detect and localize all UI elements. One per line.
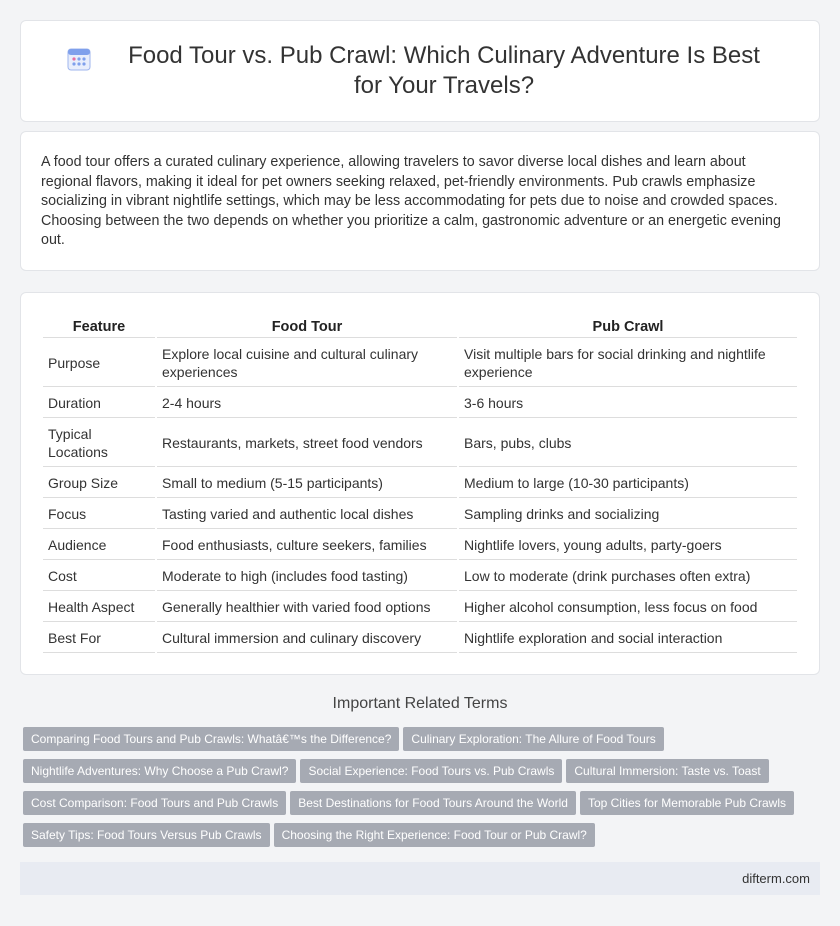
table-header-food-tour: Food Tour — [157, 315, 457, 338]
table-cell-pub-crawl: Nightlife lovers, young adults, party-goers — [459, 531, 797, 560]
comparison-table-card — [20, 292, 820, 675]
related-tag-link[interactable]: Cultural Immersion: Taste vs. Toast — [566, 759, 768, 783]
table-cell-pub-crawl: Visit multiple bars for social drinking and nightlife experience — [459, 340, 797, 387]
related-tag-link[interactable]: Social Experience: Food Tours vs. Pub Crawls — [300, 759, 562, 783]
related-tag-link[interactable]: Top Cities for Memorable Pub Crawls — [580, 791, 794, 815]
table-header-pub-crawl: Pub Crawl — [459, 315, 797, 338]
related-tag-link[interactable]: Cost Comparison: Food Tours and Pub Crawls — [23, 791, 286, 815]
title-card — [20, 20, 820, 122]
table-cell-pub-crawl: Bars, pubs, clubs — [459, 420, 797, 467]
table-cell-food-tour: Cultural immersion and culinary discovery — [157, 624, 457, 653]
footer-site-link[interactable]: difterm.com — [742, 871, 810, 886]
table-cell-feature: Best For — [43, 624, 155, 653]
table-cell-pub-crawl: Sampling drinks and socializing — [459, 500, 797, 529]
table-cell-feature: Focus — [43, 500, 155, 529]
related-tag-link[interactable]: Comparing Food Tours and Pub Crawls: Whatâ€™s the Difference? — [23, 727, 399, 751]
table-cell-food-tour: Tasting varied and authentic local dishes — [157, 500, 457, 529]
intro-card — [20, 131, 820, 271]
table-row — [43, 531, 797, 560]
table-cell-food-tour: 2-4 hours — [157, 389, 457, 418]
related-tag-link[interactable]: Nightlife Adventures: Why Choose a Pub Crawl? — [23, 759, 296, 783]
related-tag-link[interactable]: Safety Tips: Food Tours Versus Pub Crawls — [23, 823, 270, 847]
table-cell-feature: Group Size — [43, 469, 155, 498]
table-row — [43, 500, 797, 529]
page-title: Food Tour vs. Pub Crawl: Which Culinary Adventure Is Best for Your Travels? — [128, 42, 760, 99]
table-cell-pub-crawl: Nightlife exploration and social interaction — [459, 624, 797, 653]
table-cell-pub-crawl: Medium to large (10-30 participants) — [459, 469, 797, 498]
table-row — [43, 340, 797, 387]
table-cell-pub-crawl: Higher alcohol consumption, less focus on food — [459, 593, 797, 622]
table-row — [43, 624, 797, 653]
table-row — [43, 593, 797, 622]
intro-paragraph: A food tour offers a curated culinary experience, allowing travelers to savor diverse local dishes and learn about regional flavors, making it ideal for pet owners seeking relaxed, pet-friendly environments. Pub crawls emphasize socializing in vibrant nightlife settings, which may be less accommodating for pets due to noise and crowded spaces. Choosing between the two depends on whether you prioritize a calm, gastronomic adventure or an energetic evening out. — [41, 154, 781, 248]
related-tag-link[interactable]: Choosing the Right Experience: Food Tour or Pub Crawl? — [274, 823, 595, 847]
table-header-row — [43, 315, 797, 338]
table-cell-feature: Purpose — [43, 340, 155, 387]
table-cell-feature: Cost — [43, 562, 155, 591]
table-cell-food-tour: Small to medium (5-15 participants) — [157, 469, 457, 498]
related-tag-link[interactable]: Culinary Exploration: The Allure of Food Tours — [403, 727, 663, 751]
table-row — [43, 469, 797, 498]
related-tag-link[interactable]: Best Destinations for Food Tours Around the World — [290, 791, 576, 815]
table-row — [43, 562, 797, 591]
table-cell-food-tour: Moderate to high (includes food tasting) — [157, 562, 457, 591]
table-row — [43, 389, 797, 418]
table-row — [43, 420, 797, 467]
table-cell-pub-crawl: Low to moderate (drink purchases often extra) — [459, 562, 797, 591]
table-cell-food-tour: Restaurants, markets, street food vendors — [157, 420, 457, 467]
comparison-table — [41, 313, 799, 655]
table-cell-feature: Health Aspect — [43, 593, 155, 622]
table-cell-food-tour: Generally healthier with varied food options — [157, 593, 457, 622]
table-cell-food-tour: Food enthusiasts, culture seekers, families — [157, 531, 457, 560]
calendar-grid-icon — [66, 46, 92, 72]
footer — [20, 862, 820, 895]
table-cell-food-tour: Explore local cuisine and cultural culinary experiences — [157, 340, 457, 387]
table-cell-feature: Typical Locations — [43, 420, 155, 467]
table-header-feature: Feature — [43, 315, 155, 338]
table-cell-feature: Duration — [43, 389, 155, 418]
related-tags — [23, 727, 823, 855]
related-terms-heading: Important Related Terms — [332, 695, 508, 712]
table-cell-pub-crawl: 3-6 hours — [459, 389, 797, 418]
table-cell-feature: Audience — [43, 531, 155, 560]
